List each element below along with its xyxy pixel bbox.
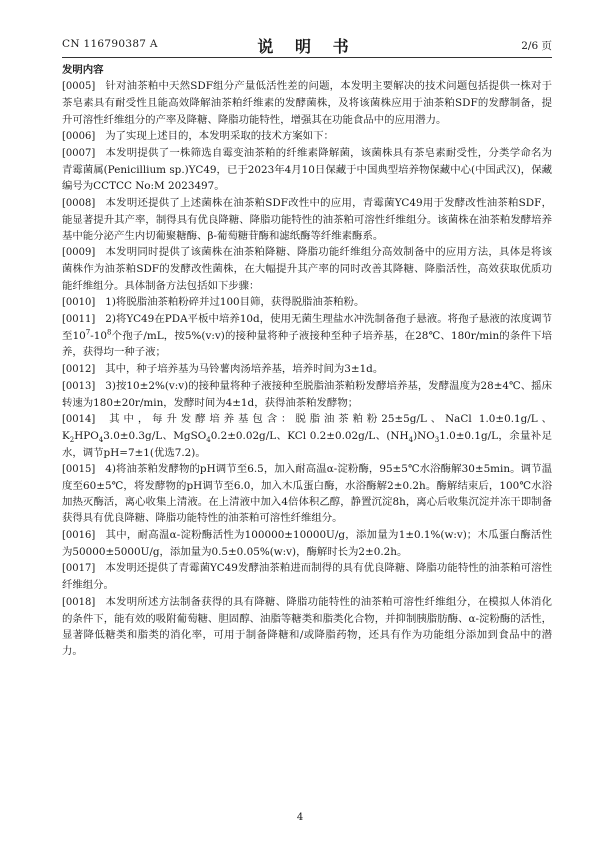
superscript: 8 xyxy=(107,328,112,337)
paragraph-number: [0011] xyxy=(62,314,96,326)
paragraph-text: 其中，种子培养基为马铃薯肉汤培养基，培养时间为3±1d。 xyxy=(105,362,384,375)
paragraph-0016 xyxy=(62,527,552,560)
header-divider xyxy=(62,57,552,58)
paragraph-number: [0005] xyxy=(62,81,96,93)
paragraph-number: [0013] xyxy=(62,380,96,392)
paragraph-number: [0010] xyxy=(62,296,96,308)
paragraph-text: 本发明还提供了上述菌株在油茶粕SDF改性中的应用，青霉菌YC49用于发酵改性油茶粕SDF，能显著提升其产率，制得具有优良降糖、降脂功能特性的油茶粕可溶性纤维组分。该菌株在油茶粕发酵培养基中能分泌产生内切葡聚糖酶、β-葡萄糖苷酶和滤纸酶等纤维素酶系。 xyxy=(62,196,552,243)
paragraph-number: [0017] xyxy=(62,563,96,575)
page-count: 2/6 页 xyxy=(521,40,552,52)
section-title: 发明内容 xyxy=(62,64,104,76)
patent-number: CN 116790387 A xyxy=(62,38,158,50)
paragraph-number: [0015] xyxy=(62,463,96,475)
paragraph-number: [0012] xyxy=(62,363,96,375)
paragraph-text: 针对油茶粕中天然SDF组分产量低活性差的问题，本发明主要解决的技术问题包括提供一株对于茶皂素具有耐受性且能高效降解油茶粕纤维素的发酵菌株，及将该菌株应用于油茶粕SDF的发酵制备，提升可溶性纤维组分的产率及降糖、降脂功能特性，增强其在功能食品中的应用潜力。 xyxy=(62,80,552,126)
paragraph-0005 xyxy=(62,78,552,128)
paragraph-text: HPO xyxy=(74,430,99,443)
paragraph-0015 xyxy=(62,461,552,527)
paragraph-number: [0007] xyxy=(62,148,96,160)
page-header xyxy=(62,34,552,56)
document-body xyxy=(62,62,552,659)
paragraph-number: [0016] xyxy=(62,529,96,541)
paragraph-text: 其中，耐高温α-淀粉酶活性为100000±10000U/g，添加量为1±0.1%(w:v)；木瓜蛋白酶活性为50000±5000U/g，添加量为0.5±0.05%(w:v)，酶解时长为2±0.2h。 xyxy=(62,528,552,558)
paragraph-number: [0014] xyxy=(62,414,96,426)
paragraph-text: 本发明提供了一株筛选自霉变油茶粕的纤维素降解菌，该菌株具有茶皂素耐受性，分类学命名为青霉菌属(Penicillium sp.)YC49，已于2023年4月10日保藏于中国典型培养物保藏中心(中国武汉)，保藏编号为CCTCC No:M 2023497。 xyxy=(62,147,552,193)
paragraph-text: 其中，每升发酵培养基包含：脱脂油茶粕粉25±5g/L、NaCl 1.0±0.1g/L、K xyxy=(62,413,552,443)
paragraph-number: [0006] xyxy=(62,130,96,142)
subscript: 3 xyxy=(434,436,440,445)
paragraph-0013 xyxy=(62,378,552,411)
paragraph-0014 xyxy=(62,411,552,461)
paragraph-text: 4)将油茶粕发酵物的pH调节至6.5，加入耐高温α-淀粉酶，95±5℃水浴酶解30±5min。调节温度至60±5℃，将发酵物的pH调节至6.0，加入木瓜蛋白酶，水浴酶解2±0.2h。酶解结束后，100℃水浴加热灭酶活，离心收集上清液。在上清液中加入4倍体积乙醇，静置沉淀8h，离心后收集沉淀并冻干即制备获得具有优良降糖、降脂功能特性的油茶粕可溶性纤维组分。 xyxy=(62,462,552,525)
paragraph-text: 2)将YC49在PDA平板中培养10d，使用无菌生理盐水冲洗制备孢子悬液。将孢子悬液的浓度调节至10 xyxy=(62,313,552,343)
subscript: 4 xyxy=(206,436,211,445)
paragraph-text: 0.2±0.02g/L、KCl 0.2±0.02g/L、(NH xyxy=(210,430,409,443)
superscript: 7 xyxy=(85,328,91,337)
paragraph-text: 本发明所述方法制备获得的具有降糖、降脂功能特性的油茶粕可溶性纤维组分，在模拟人体消化的条件下，能有效的吸附葡萄糖、胆固醇、油脂等糖类和脂类化合物，并抑制胰脂肪酶、α-淀粉酶的活性，显著降低糖类和脂类的消化率，可用于制备降糖和/或降脂药物，还具有作为功能组分添加到食品中的潜力。 xyxy=(62,595,552,658)
paragraph-text: 3)按10±2%(v:v)的接种量将种子液接种至脱脂油茶粕粉发酵培养基，发酵温度为28±4℃、摇床转速为180±20r/min，发酵时间为4±1d，获得油茶粕发酵物； xyxy=(62,379,552,410)
paragraph-0008 xyxy=(62,195,552,245)
paragraph-0018 xyxy=(62,594,552,660)
paragraph-number: [0009] xyxy=(62,247,96,259)
paragraph-text: 本发明同时提供了该菌株在油茶粕降糖、降脂功能纤维组分高效制备中的应用方法，具体是将该菌株作为油茶粕SDF的发酵改性菌株，在大幅提升其产率的同时改善其降糖、降脂活性，高效获取优质功能纤维组分。具体制备方法包括如下步骤： xyxy=(62,246,552,292)
paragraph-0011 xyxy=(62,311,552,361)
page-number: 4 xyxy=(296,812,304,823)
document-title: 说 明 书 xyxy=(257,37,357,56)
paragraph-0012 xyxy=(62,361,552,378)
paragraph-text: 1.0±0.1g/L，余量补足水，调节pH=7±1(优选7.2)。 xyxy=(62,430,552,459)
paragraph-text: 1)将脱脂油茶粕粉碎并过100目筛，获得脱脂油茶粕粉。 xyxy=(105,295,365,308)
paragraph-number: [0018] xyxy=(62,596,96,608)
paragraph-text: 本发明还提供了青霉菌YC49发酵油茶粕进而制得的具有优良降糖、降脂功能特性的油茶粕可溶性纤维组分。 xyxy=(62,562,552,592)
paragraph-0010 xyxy=(62,294,552,311)
paragraph-0009 xyxy=(62,244,552,294)
paragraph-0007 xyxy=(62,145,552,195)
subscript: 2 xyxy=(69,436,75,445)
paragraph-text: 为了实现上述目的，本发明采取的技术方案如下： xyxy=(105,129,334,142)
paragraph-0006 xyxy=(62,128,552,145)
paragraph-number: [0008] xyxy=(62,197,96,209)
subscript: 4 xyxy=(98,436,104,445)
paragraph-text: 个孢子/mL，按5%(v:v)的接种量将种子液接种至种子培养基，在28℃、180r/min的条件下培养，获得均一种子液； xyxy=(62,330,552,359)
paragraph-text: 3.0±0.3g/L、MgSO xyxy=(103,430,207,443)
paragraph-text: )NO xyxy=(413,430,435,443)
paragraph-text: -10 xyxy=(90,330,107,343)
paragraph-0017 xyxy=(62,560,552,593)
subscript: 4 xyxy=(408,436,414,445)
